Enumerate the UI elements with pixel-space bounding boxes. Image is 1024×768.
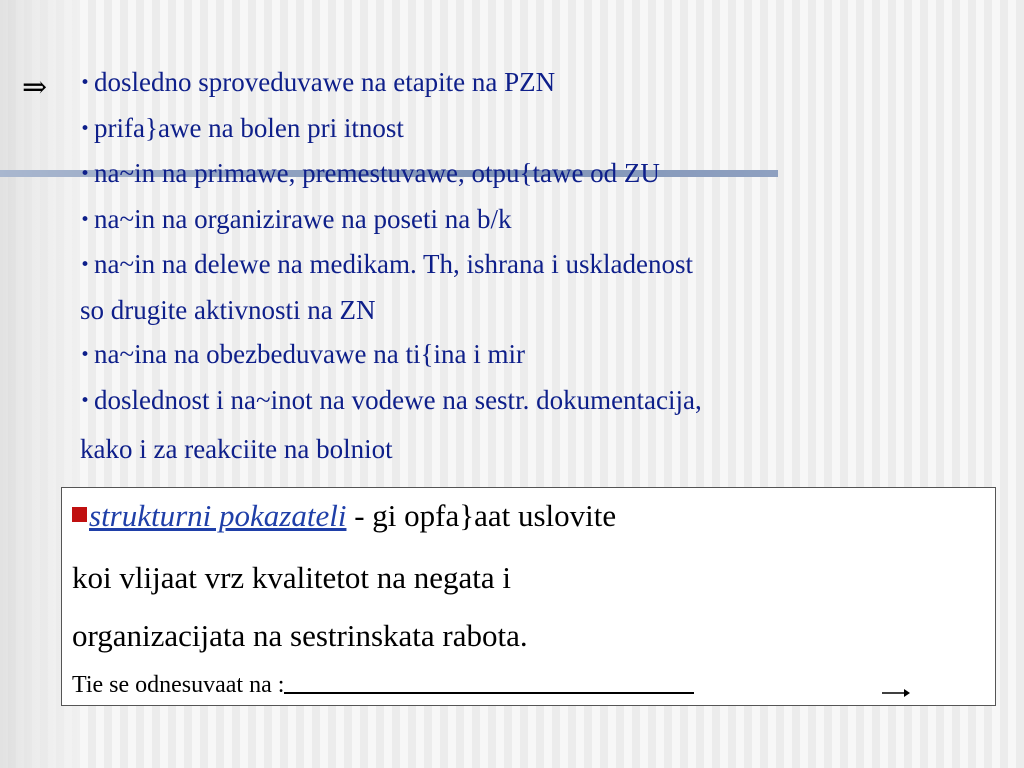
definition-text: - gi opfa}aat uslovite xyxy=(354,498,617,533)
right-arrow-icon xyxy=(882,686,910,698)
list-item xyxy=(80,60,980,106)
bullet-icon: • xyxy=(80,390,91,411)
list-item-text: na~in na primawe, premestuvawe, otpu{tawe od ZU xyxy=(94,158,660,188)
definition-line-4-text: Tie se odnesuvaat na : xyxy=(72,672,285,698)
list-item-continuation: kako i za reakciite na bolniot xyxy=(80,434,393,464)
definition-heading xyxy=(72,498,616,534)
bullet-icon: • xyxy=(80,255,91,275)
bullet-list xyxy=(80,60,980,472)
list-item xyxy=(80,151,980,197)
definition-line-3: organizacijata na sestrinskata rabota. xyxy=(72,618,528,653)
definition-box xyxy=(61,487,996,706)
bullet-icon: • xyxy=(80,209,91,230)
list-item-text: prifa}awe na bolen pri itnost xyxy=(94,112,404,143)
list-item-text: na~in na organizirawe na poseti na b/k xyxy=(94,203,512,234)
list-item-text: doslednost i na~inot na vodewe na sestr. dokumentacija, xyxy=(94,384,702,415)
bullet-icon: • xyxy=(80,164,91,184)
bullet-icon: • xyxy=(80,118,91,139)
definition-line-4 xyxy=(72,672,694,699)
list-item xyxy=(80,332,980,378)
list-item xyxy=(80,378,980,424)
list-item xyxy=(80,242,980,288)
bullet-icon: • xyxy=(80,73,91,93)
list-item-continuation: so drugite aktivnosti na ZN xyxy=(80,294,376,325)
list-item-text: dosledno sproveduvawe na etapite na PZN xyxy=(94,67,556,97)
list-item-text: na~ina na obezbeduvawe na ti{ina i mir xyxy=(94,339,525,369)
list-item xyxy=(80,197,980,243)
square-bullet-icon xyxy=(72,507,87,522)
blank-underline xyxy=(284,676,694,694)
strukturni-pokazateli-link[interactable]: strukturni pokazateli xyxy=(89,498,347,533)
list-item xyxy=(80,106,980,152)
definition-line-2: koi vlijaat vrz kvalitetot na negata i xyxy=(72,560,512,595)
bullet-icon: • xyxy=(80,345,91,365)
list-item-text: na~in na delewe na medikam. Th, ishrana i uskladenost xyxy=(94,249,693,279)
double-arrow-icon: ⇒ xyxy=(22,71,48,104)
